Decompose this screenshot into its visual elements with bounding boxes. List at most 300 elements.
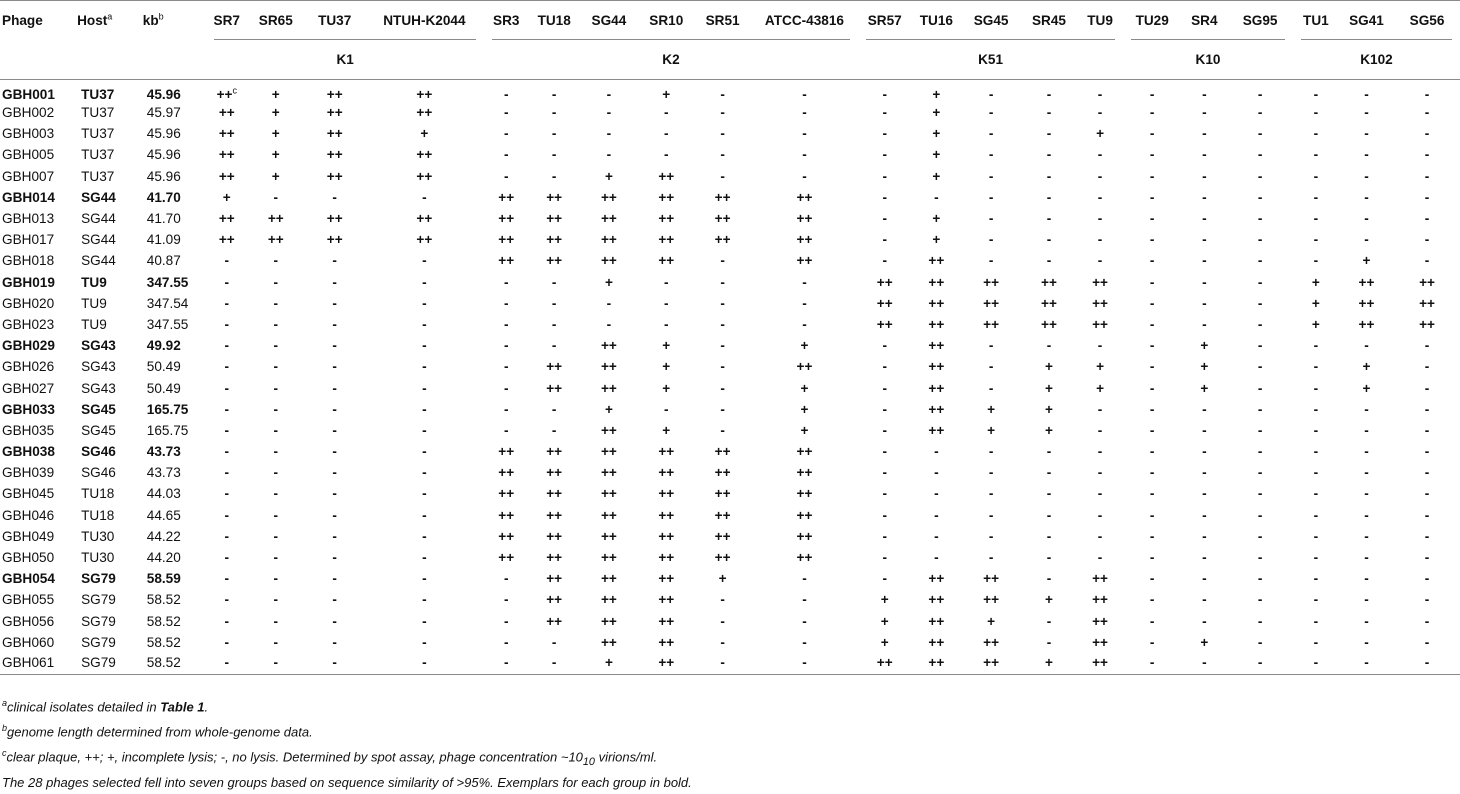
lysis-cell: - [1149, 338, 1155, 354]
lysis-footnote-mark: c [232, 85, 237, 96]
lysis-cell: ++ [546, 253, 563, 269]
lysis-cell: - [273, 380, 279, 396]
lysis-cell: - [551, 338, 557, 354]
lysis-cell: - [1097, 87, 1103, 102]
lysis-cell: - [1202, 105, 1207, 121]
lysis-cell: - [1424, 634, 1430, 650]
lysis-cell: - [422, 465, 427, 481]
lysis-cell: - [664, 274, 669, 290]
lysis-cell: ++ [218, 211, 235, 227]
lysis-cell: - [1149, 189, 1155, 205]
lysis-cell: ++ [876, 295, 893, 311]
lysis-cell: - [1313, 189, 1319, 205]
lysis-cell: + [932, 168, 941, 184]
genome-length-cell: 50.49 [146, 380, 181, 396]
lysis-cell: ++ [546, 359, 563, 375]
lysis-cell: - [1046, 87, 1052, 102]
lysis-cell: + [420, 126, 429, 142]
lysis-cell: - [1424, 232, 1430, 248]
lysis-cell: - [1424, 359, 1430, 375]
lysis-cell: + [800, 422, 809, 438]
lysis-cell: - [720, 401, 725, 417]
lysis-cell: - [273, 253, 279, 269]
lysis-cell: ++ [658, 592, 675, 608]
lysis-cell: - [1313, 465, 1319, 481]
lysis-cell: - [1097, 253, 1103, 269]
lysis-cell: - [1227, 653, 1293, 674]
lysis-cell: - [503, 316, 509, 332]
lysis-cell: - [1097, 232, 1103, 248]
lysis-cell: - [1339, 653, 1394, 674]
header-strain: TU37 [304, 1, 364, 40]
lysis-cell: ++ [714, 444, 731, 460]
lysis-cell: - [1097, 168, 1103, 184]
header-strain: SR57 [858, 1, 911, 40]
lysis-cell: ++ [796, 444, 813, 460]
lysis-cell: - [503, 592, 509, 608]
lysis-cell: - [1046, 189, 1052, 205]
lysis-cell: ++ [1092, 571, 1108, 587]
lysis-cell: + [1311, 295, 1320, 311]
lysis-cell: + [1311, 316, 1320, 332]
genome-length-cell: 58.52 [146, 634, 181, 650]
phage-name-cell: GBH060 [2, 634, 55, 650]
lysis-cell: ++ [658, 211, 675, 227]
lysis-cell: ++ [714, 465, 731, 481]
lysis-cell: - [1313, 338, 1319, 354]
host-cell: SG46 [81, 465, 116, 481]
lysis-cell: - [273, 189, 279, 205]
phage-name-cell: GBH046 [2, 507, 55, 523]
lysis-cell: - [1202, 232, 1207, 248]
phage-name-cell: GBH055 [2, 592, 55, 608]
lysis-cell: ++ [961, 653, 1020, 674]
lysis-cell: ++ [218, 168, 235, 184]
lysis-cell: - [1257, 147, 1263, 163]
lysis-cell: - [1424, 189, 1430, 205]
table-row [0, 356, 1460, 377]
lysis-cell: - [1313, 87, 1319, 102]
lysis-cell: - [1097, 338, 1103, 354]
lysis-cell: - [802, 126, 807, 142]
lysis-cell: ++ [983, 295, 1000, 311]
lysis-cell: - [1149, 232, 1155, 248]
lysis-cell: - [1149, 126, 1155, 142]
host-cell: SG44 [81, 253, 116, 269]
lysis-cell: - [1364, 465, 1369, 481]
lysis-cell: - [1097, 105, 1103, 121]
lysis-cell: ++ [983, 634, 1000, 650]
lysis-cell: + [987, 613, 996, 629]
lysis-cell: - [224, 592, 230, 608]
table-row [0, 144, 1460, 165]
lysis-cell: ++ [600, 359, 617, 375]
phage-name-cell: GBH033 [2, 401, 55, 417]
lysis-cell: ++ [796, 486, 813, 502]
lysis-cell: ++ [658, 253, 675, 269]
lysis-cell: - [1202, 592, 1207, 608]
lysis-cell: - [1046, 465, 1052, 481]
lysis-cell: - [1257, 422, 1263, 438]
lysis-cell: - [1424, 211, 1430, 227]
lysis-cell: - [422, 422, 427, 438]
lysis-cell: ++ [858, 653, 911, 674]
lysis-value: ++ [216, 87, 233, 102]
lysis-cell: - [273, 316, 279, 332]
lysis-cell: ++ [658, 613, 675, 629]
lysis-cell: - [882, 126, 887, 142]
lysis-cell: ++ [911, 653, 961, 674]
lysis-cell: - [1257, 401, 1263, 417]
lysis-cell: ++ [218, 147, 235, 163]
phage-name-cell: GBH039 [2, 465, 55, 481]
phage-name-cell: GBH023 [2, 316, 55, 332]
lysis-cell [206, 80, 247, 103]
lysis-cell: - [1149, 274, 1155, 290]
lysis-cell: ++ [546, 444, 563, 460]
lysis-cell: - [1202, 507, 1207, 523]
lysis-cell: - [1424, 486, 1430, 502]
lysis-cell: + [662, 422, 671, 438]
genome-length-cell: 40.87 [146, 253, 181, 269]
lysis-cell: - [988, 189, 994, 205]
header-strain: SG45 [961, 1, 1020, 40]
lysis-cell: - [664, 126, 669, 142]
lysis-cell: - [1202, 316, 1207, 332]
lysis-cell: - [1257, 168, 1263, 184]
lysis-cell: - [720, 359, 725, 375]
lysis-cell: ++ [600, 550, 617, 566]
lysis-cell: - [1257, 486, 1263, 502]
lysis-cell: - [720, 126, 725, 142]
footnote-a [2, 693, 692, 718]
lysis-cell: ++ [326, 168, 343, 184]
host-cell: TU18 [81, 507, 115, 523]
lysis-cell: - [273, 486, 279, 502]
lysis-cell: - [422, 380, 427, 396]
genome-length-cell: 43.73 [146, 444, 181, 460]
phage-name-cell: GBH054 [2, 571, 55, 587]
table-body [0, 80, 1460, 675]
lysis-cell: + [1200, 359, 1209, 375]
header-phage-label: Phage [2, 12, 43, 28]
lysis-cell: - [802, 147, 807, 163]
header-strain: SR7 [206, 1, 247, 40]
lysis-cell: ++ [928, 634, 945, 650]
lysis-cell: - [1097, 189, 1103, 205]
lysis-cell: - [1313, 634, 1319, 650]
lysis-cell: ++ [928, 274, 945, 290]
lysis-cell: - [304, 653, 364, 674]
lysis-cell: - [1313, 422, 1319, 438]
lysis-cell: - [551, 316, 557, 332]
table-row [0, 420, 1460, 441]
lysis-cell: - [273, 634, 279, 650]
capsule-group-header: K102 [1293, 39, 1460, 80]
phage-name-cell: GBH061 [0, 653, 75, 674]
lysis-cell: - [1257, 592, 1263, 608]
lysis-cell: - [882, 338, 887, 354]
lysis-cell: ++ [600, 380, 617, 396]
lysis-cell: - [606, 147, 612, 163]
header-kb-footnote-mark: b [158, 10, 164, 21]
lysis-cell: - [1202, 422, 1207, 438]
lysis-cell: - [224, 274, 230, 290]
lysis-cell: - [422, 592, 427, 608]
lysis-cell: - [503, 571, 509, 587]
lysis-cell: + [987, 401, 996, 417]
host-cell: TU30 [81, 550, 115, 566]
lysis-cell: - [1149, 571, 1155, 587]
lysis-cell: - [1257, 465, 1263, 481]
lysis-cell: - [694, 653, 750, 674]
header-strain: SG95 [1227, 1, 1293, 40]
lysis-cell: - [720, 316, 725, 332]
lysis-cell: - [332, 422, 337, 438]
lysis-cell: - [1364, 147, 1369, 163]
lysis-cell: - [551, 87, 557, 102]
genome-length-cell: 44.22 [146, 528, 181, 544]
lysis-cell: - [224, 359, 230, 375]
lysis-cell: ++ [658, 507, 675, 523]
lysis-cell: - [1257, 634, 1263, 650]
genome-length-cell: 45.96 [146, 87, 181, 102]
lysis-cell: - [1149, 401, 1155, 417]
lysis-cell: - [1257, 87, 1263, 102]
host-cell: SG45 [81, 422, 116, 438]
lysis-cell: + [987, 422, 996, 438]
lysis-cell: ++ [714, 550, 731, 566]
genome-length-cell: 58.52 [146, 592, 181, 608]
lysis-cell: ++ [928, 338, 945, 354]
lysis-cell: - [529, 653, 580, 674]
lysis-cell: - [664, 105, 669, 121]
lysis-cell: - [1424, 507, 1430, 523]
lysis-cell: - [1424, 105, 1430, 121]
lysis-cell: - [1364, 211, 1369, 227]
lysis-cell: - [332, 189, 337, 205]
lysis-cell: - [273, 274, 279, 290]
phage-name-cell: GBH001 [2, 87, 55, 102]
lysis-cell: ++ [928, 253, 945, 269]
footnote-a-table-ref: Table 1 [160, 699, 205, 715]
lysis-cell: - [1424, 380, 1430, 396]
lysis-cell: + [1044, 359, 1053, 375]
table-row [0, 547, 1460, 568]
lysis-cell: ++ [714, 211, 731, 227]
lysis-cell: - [1313, 253, 1319, 269]
lysis-cell: - [503, 380, 509, 396]
lysis-cell: - [802, 274, 807, 290]
lysis-cell: - [1257, 528, 1263, 544]
lysis-cell: - [1313, 613, 1319, 629]
lysis-cell: ++ [498, 211, 515, 227]
host-cell: SG43 [81, 338, 116, 354]
table-row [0, 611, 1460, 632]
lysis-cell: ++ [416, 105, 433, 121]
group-spacer [0, 39, 206, 80]
lysis-cell: - [802, 613, 807, 629]
lysis-cell: + [662, 359, 671, 375]
lysis-cell: - [422, 634, 427, 650]
lysis-cell: - [1149, 550, 1155, 566]
lysis-cell: - [224, 528, 230, 544]
lysis-cell: - [1149, 528, 1155, 544]
lysis-cell: - [1424, 168, 1430, 184]
lysis-cell: - [1424, 422, 1430, 438]
lysis-cell: ++ [658, 168, 675, 184]
lysis-cell: - [503, 274, 509, 290]
phage-name-cell: GBH018 [2, 253, 55, 269]
lysis-cell: - [332, 380, 337, 396]
lysis-cell: - [1364, 444, 1369, 460]
lysis-cell: ++ [983, 571, 1000, 587]
table-row [0, 229, 1460, 250]
lysis-cell: - [551, 168, 557, 184]
lysis-cell: - [1202, 253, 1207, 269]
lysis-cell: - [720, 634, 725, 650]
lysis-cell: - [882, 380, 887, 396]
lysis-cell: - [988, 168, 994, 184]
host-cell: TU30 [81, 528, 115, 544]
lysis-cell: ++ [876, 316, 893, 332]
lysis-cell: - [224, 613, 230, 629]
lysis-cell: - [1313, 211, 1319, 227]
lysis-cell: ++ [1358, 274, 1375, 290]
table-row [0, 589, 1460, 610]
table-row [0, 166, 1460, 187]
lysis-cell: - [720, 253, 725, 269]
lysis-cell: - [332, 401, 337, 417]
lysis-cell: - [1364, 571, 1369, 587]
lysis-cell: ++ [416, 87, 433, 102]
lysis-cell: ++ [714, 232, 731, 248]
lysis-cell: - [273, 422, 279, 438]
lysis-cell: + [1200, 380, 1209, 396]
lysis-cell: - [934, 465, 939, 481]
header-strain: TU1 [1293, 1, 1339, 40]
lysis-cell: - [1149, 359, 1155, 375]
lysis-cell: - [1257, 316, 1263, 332]
lysis-cell: ++ [600, 613, 617, 629]
genome-length-cell: 50.49 [146, 359, 181, 375]
lysis-cell: ++ [546, 613, 563, 629]
lysis-cell: - [720, 168, 725, 184]
lysis-cell: - [1364, 105, 1369, 121]
lysis-cell: - [422, 550, 427, 566]
lysis-cell: ++ [600, 592, 617, 608]
lysis-cell: - [365, 653, 484, 674]
header-strain: SR51 [694, 1, 750, 40]
lysis-cell: - [273, 295, 279, 311]
lysis-cell: - [273, 465, 279, 481]
lysis-cell: ++ [267, 211, 284, 227]
lysis-cell: - [1149, 613, 1155, 629]
lysis-cell: - [224, 380, 230, 396]
lysis-cell: - [1149, 465, 1155, 481]
lysis-cell: - [1046, 634, 1052, 650]
lysis-cell: - [934, 528, 939, 544]
lysis-cell: - [422, 189, 427, 205]
lysis-cell: - [224, 634, 230, 650]
lysis-cell: - [1046, 253, 1052, 269]
lysis-cell: - [551, 126, 557, 142]
lysis-cell: - [1313, 359, 1319, 375]
genome-length-cell: 58.52 [141, 653, 207, 674]
lysis-cell: + [800, 338, 809, 354]
lysis-cell: - [332, 274, 337, 290]
host-cell: TU18 [81, 486, 115, 502]
lysis-cell: - [1364, 126, 1369, 142]
lysis-cell: ++ [600, 189, 617, 205]
lysis-cell: ++ [326, 105, 343, 121]
genome-length-cell: 49.92 [146, 338, 181, 354]
lysis-cell: - [1149, 105, 1155, 121]
phage-name-cell: GBH007 [2, 168, 55, 184]
lysis-cell: - [1123, 653, 1181, 674]
lysis-cell: - [503, 168, 509, 184]
lysis-cell: ++ [416, 232, 433, 248]
host-cell: SG43 [81, 380, 116, 396]
lysis-cell: + [880, 613, 889, 629]
lysis-cell: - [1257, 444, 1263, 460]
lysis-cell: - [1149, 87, 1155, 102]
lysis-cell: + [1096, 359, 1105, 375]
lysis-cell: + [604, 168, 613, 184]
lysis-cell: + [222, 189, 231, 205]
lysis-cell: ++ [658, 550, 675, 566]
lysis-cell: - [1046, 168, 1052, 184]
lysis-cell: ++ [498, 528, 515, 544]
table-row [0, 80, 1460, 103]
lysis-cell: ++ [546, 550, 563, 566]
footnote-a-text: clinical isolates detailed in [7, 699, 161, 715]
lysis-cell: ++ [796, 550, 813, 566]
lysis-cell: - [1313, 507, 1319, 523]
lysis-cell: ++ [796, 253, 813, 269]
lysis-cell: - [503, 126, 509, 142]
lysis-cell: - [1149, 444, 1155, 460]
lysis-cell: - [1202, 87, 1207, 102]
lysis-cell: - [206, 653, 247, 674]
lysis-cell: ++ [218, 105, 235, 121]
footnote-b [2, 718, 692, 743]
lysis-cell: + [932, 211, 941, 227]
lysis-cell: ++ [498, 507, 515, 523]
footnote-summary [2, 773, 692, 794]
phage-name-cell: GBH020 [2, 295, 55, 311]
lysis-cell: - [1364, 87, 1369, 102]
genome-length-cell: 45.96 [146, 168, 181, 184]
lysis-cell: - [1424, 528, 1430, 544]
capsule-group-row [0, 39, 1460, 80]
lysis-cell: - [273, 507, 279, 523]
lysis-cell: - [1257, 295, 1263, 311]
lysis-cell: - [332, 571, 337, 587]
lysis-cell: - [720, 380, 725, 396]
phage-name-cell: GBH029 [2, 338, 55, 354]
lysis-cell: - [551, 295, 557, 311]
lysis-cell: + [1021, 653, 1077, 674]
genome-length-cell: 41.70 [146, 211, 181, 227]
lysis-cell: - [1046, 486, 1052, 502]
lysis-cell: - [224, 422, 230, 438]
phage-name-cell: GBH003 [2, 126, 55, 142]
lysis-cell: ++ [796, 211, 813, 227]
lysis-cell: - [988, 338, 994, 354]
lysis-cell: + [932, 87, 941, 102]
lysis-cell: ++ [546, 232, 563, 248]
